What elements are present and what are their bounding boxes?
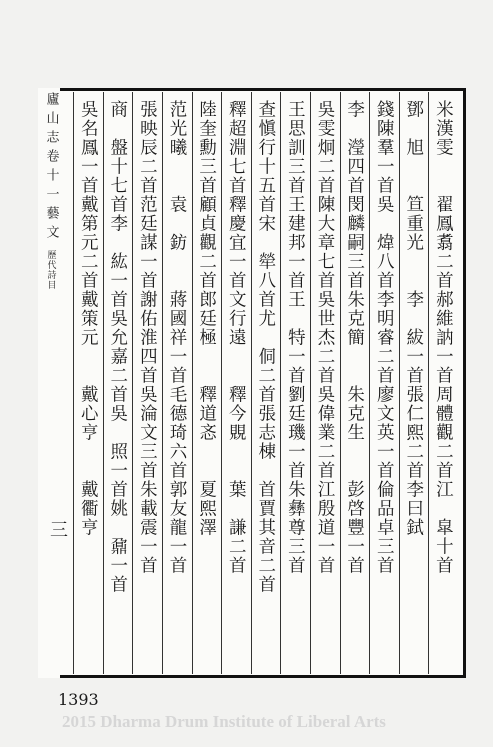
text-column: 米漢雯 翟鳳翥二首郝維訥一首周體觀二首江 皐十首 [433,100,454,575]
margin-title: 廬山志 [43,92,59,149]
text-column: 吳雯炯二首陳大章七首吳世杰二首吳偉業二首江殷道一首 [315,100,335,575]
margin-section: 藝文 [43,206,59,244]
text-column: 張映辰二首范廷謀一首謝佑淮四首吳淪文三首朱載震一首 [137,100,158,575]
page-number: 1393 [58,690,99,709]
margin-subtitle: 歷代詩目 [45,250,56,290]
text-column: 查愼行十五首宋 犖八首尤 侗二首張志棟 首賈其音二首 [255,100,276,594]
page-margin [40,92,62,674]
margin-leaf-number: 三 [47,520,68,540]
text-column: 吳名鳳一首戴第元二首戴策元 戴心亨 戴衢亨 [78,100,99,537]
text-column: 鄧 旭 笪重光 李 紱一首張仁熙二首李曰鉽 [403,100,424,537]
text-column: 范光曦 袁 鈁 蔣國祥一首毛德琦六首郭友龍一首 [167,100,187,575]
footer-watermark: 2015 Dharma Drum Institute of Liberal Arts [62,712,386,731]
text-column: 商 盤十七首李 紘一首吳允嘉二首吳 照一首姚 鼐一首 [107,100,128,594]
text-column: 李 瀅四首閔麟嗣三首朱克簡 朱克生 彭啓豐一首 [344,100,365,575]
text-column: 陸奎勳三首顧貞觀二首郎廷極 釋道忞 夏熙澤 [196,100,217,537]
text-column: 王思訓三首王建邦一首王 特一首劉廷璣一首朱彝尊三首 [285,100,306,575]
text-column: 釋超淵七首釋慶宜一首文行遠 釋今覞 葉 謙二首 [226,100,247,575]
text-column: 錢陳羣一首吳 煒八首李明睿二首廖文英一首倫品卓三首 [374,100,395,575]
margin-volume: 卷十一 [43,149,59,206]
